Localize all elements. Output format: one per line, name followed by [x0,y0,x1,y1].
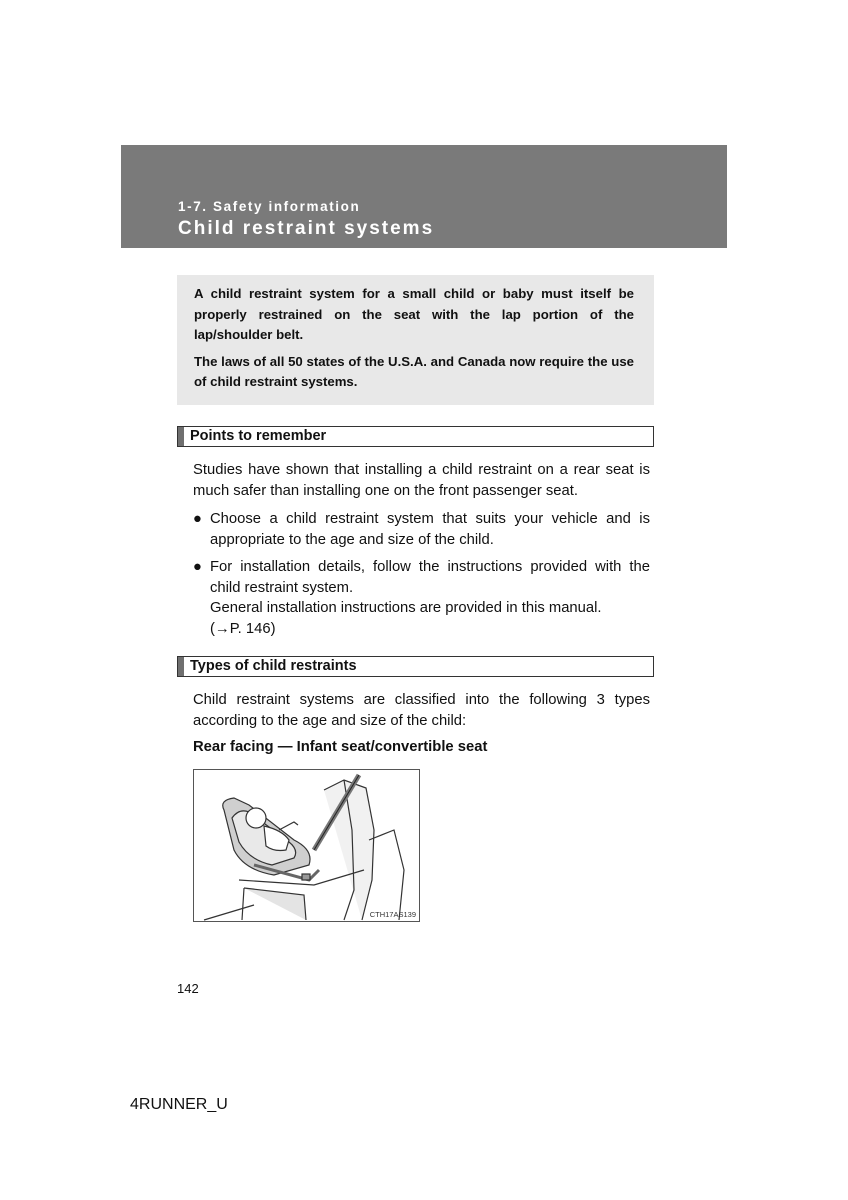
child-seat-drawing [194,770,419,921]
bullet-icon: ● [193,511,202,527]
bullet-icon: ● [193,559,202,575]
bullet-text-1: Choose a child restraint system that suits your vehicle and is appropriate to the age and size of the child. [210,511,650,548]
figure-code: CTH17AS139 [369,910,416,919]
heading-bar [178,657,184,676]
footer-model: 4RUNNER_U [130,1096,228,1113]
intro-paragraph-2: The laws of all 50 states of the U.S.A. and Canada now require the use of child restraint systems. [194,353,634,389]
points-heading-label: Points to remember [190,428,327,444]
types-heading [177,656,654,677]
intro-box [177,275,654,405]
page-number: 142 [177,981,199,996]
section-label: 1-7. Safety information [178,199,361,214]
bullet-item-1 [193,509,650,550]
types-text: Child restraint systems are classified into the following 3 types according to the age and size of the child: [193,692,650,729]
types-heading-label: Types of child restraints [190,658,357,674]
page-reference: (→P. 146) [210,620,276,637]
page-title: Child restraint systems [178,218,435,239]
heading-bar [178,427,184,446]
bullet-text-2-note: General installation instructions are provided in this manual. [210,600,602,616]
infant-seat-illustration [193,769,420,922]
section-header [121,145,727,248]
points-heading [177,426,654,447]
intro-paragraph-1: A child restraint system for a small child or baby must itself be properly restrained on the seat with the lap portion of the lap/shoulder belt. [194,286,634,342]
bullet-item-2 [193,557,650,639]
points-text: Studies have shown that installing a child restraint on a rear seat is much safer than installing one on the front passenger seat. [193,462,650,499]
figure-label: Rear facing — Infant seat/convertible seat [193,739,488,755]
bullet-text-2: For installation details, follow the instructions provided with the child restraint system. [210,559,650,596]
